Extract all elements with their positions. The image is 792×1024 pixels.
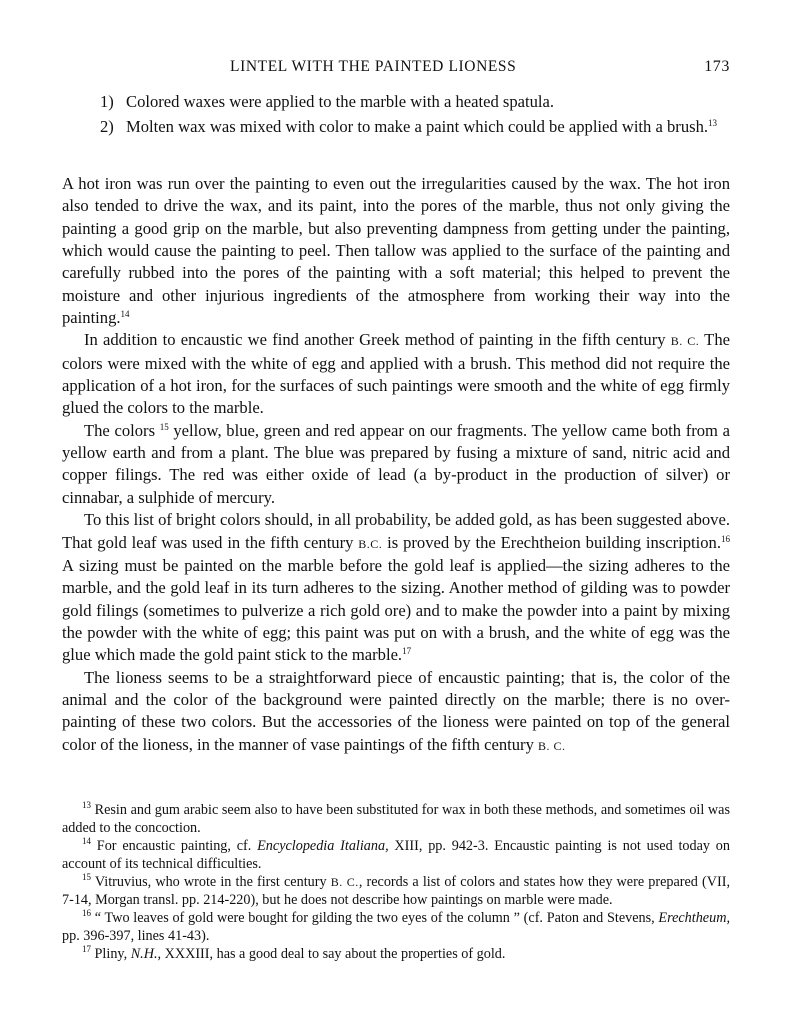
list-number: 1): [100, 92, 114, 111]
cited-title: Encyclopedia Italiana,: [257, 838, 389, 854]
list-number: 2): [100, 117, 114, 136]
cited-title: N.H.,: [130, 946, 162, 962]
page-number: 173: [704, 58, 730, 75]
list-item: [100, 115, 730, 138]
footnote-number: 13: [82, 800, 91, 810]
footnote: [62, 909, 730, 945]
footnote: [62, 945, 730, 963]
era-abbrev: B.C.: [358, 536, 383, 551]
footnote-text: XXXIII, has a good deal to say about the properties of gold.: [161, 946, 506, 962]
running-title: LINTEL WITH THE PAINTED LIONESS: [230, 58, 517, 75]
footnote-text: , records a list of colors and states how they were prepared (VII, 7-14, Morgan transl. pp. 214-220), but he does not describe how paintings on marble were made.: [62, 874, 730, 908]
footnote-ref[interactable]: 14: [120, 309, 130, 320]
footnote: [62, 873, 730, 909]
footnote-text: For encaustic painting, cf.: [91, 838, 258, 854]
list-item: [100, 90, 730, 113]
footnote-ref[interactable]: 13: [708, 118, 718, 128]
body-text: [62, 173, 730, 757]
footnote-text: XIII, pp. 942-3. Encaustic painting is not used today on account of its technical difficulties.: [62, 838, 730, 872]
footnote-text: Vitruvius, who wrote in the first century: [91, 874, 331, 890]
footnote-text: “ Two leaves of gold were bought for gilding the two eyes of the column ” (cf. Paton and Stevens,: [91, 910, 659, 926]
numbered-list: [100, 90, 730, 140]
footnotes: [62, 801, 730, 963]
footnote-number: 15: [82, 872, 91, 882]
paragraph-text: The colors: [84, 420, 160, 440]
era-abbrev: B. C.: [670, 334, 700, 349]
running-header: [62, 58, 730, 78]
footnote-ref[interactable]: 15: [159, 421, 169, 432]
paragraph: [62, 329, 730, 419]
footnote-number: 14: [82, 836, 91, 846]
footnote-ref[interactable]: 17: [402, 646, 412, 657]
era-abbrev: B. C.: [330, 875, 359, 889]
paragraph-text: In addition to encaustic we find another Greek method of painting in the fifth century: [84, 330, 671, 350]
footnote-number: 17: [82, 944, 91, 954]
cited-title: Erechtheum,: [658, 910, 730, 926]
paragraph: [62, 173, 730, 329]
footnote-number: 16: [82, 908, 91, 918]
paragraph: [62, 667, 730, 757]
paragraph-text: To this list of bright colors should, in all probability, be added gold, as has been suggested above. That gold leaf was used in the fifth century: [62, 510, 730, 552]
paragraph-text: A sizing must be painted on the marble before the gold leaf is applied—the sizing adheres to the marble, and the gold leaf in its turn adheres to the sizing. Another method of gilding was to powder gold filings (sometimes to pulverize a rich gold ore) and to make the powder into a paint by mixing the powder with the white of egg; this paint was put on with a brush, and the white of egg was the glue which made the gold paint stick to the marble.: [62, 555, 730, 665]
paragraph: [62, 420, 730, 509]
paragraph-text: The colors were mixed with the white of egg and applied with a brush. This method did not require the application of a hot iron, for the surfaces of such paintings were smooth and the white of egg firmly glued the colors to the marble.: [62, 330, 730, 418]
footnote: [62, 837, 730, 873]
footnote-text: Resin and gum arabic seem also to have been substituted for wax in both these methods, and sometimes oil was added to the concoction.: [62, 802, 730, 836]
footnote-ref[interactable]: 16: [721, 533, 730, 544]
paragraph-text: A hot iron was run over the painting to even out the irregularities caused by the wax. The hot iron also tended to drive the wax, and its paint, into the pores of the marble, thus not only giving the painting a good grip on the marble, but also preventing dampness from getting under the painting, which would cause the painting to peel. Then tallow was applied to the surface of the painting and carefully rubbed into the pores of the painting with a soft material; this helped to prevent the moisture and other injurious ingredients of the atmosphere from working their way into the painting.: [62, 174, 730, 328]
list-text: Colored waxes were applied to the marble with a heated spatula.: [126, 92, 555, 111]
paragraph-text: is proved by the Erechtheion building inscription.: [382, 532, 721, 552]
footnote-text: Pliny,: [91, 946, 131, 962]
footnote-text: pp. 396-397, lines 41-43).: [62, 928, 210, 944]
paragraph: [62, 509, 730, 666]
footnote: [62, 801, 730, 837]
era-abbrev: B. C.: [538, 738, 566, 753]
paragraph-text: yellow, blue, green and red appear on our fragments. The yellow came both from a yellow earth and from a plant. The blue was prepared by fusing a mixture of sand, nitric acid and copper filings. The red was either oxide of lead (a by-product in the production of silver) or cinnabar, a sulphide of mercury.: [62, 420, 730, 507]
paragraph-text: The lioness seems to be a straightforward piece of encaustic painting; that is, the color of the animal and the color of the background were painted directly on the marble; there is no over-painting of these two colors. But the accessories of the lioness were painted on top of the general color of the lioness, in the manner of vase paintings of the fifth century: [62, 667, 730, 754]
list-text: Molten wax was mixed with color to make a paint which could be applied with a brush.: [126, 117, 709, 136]
